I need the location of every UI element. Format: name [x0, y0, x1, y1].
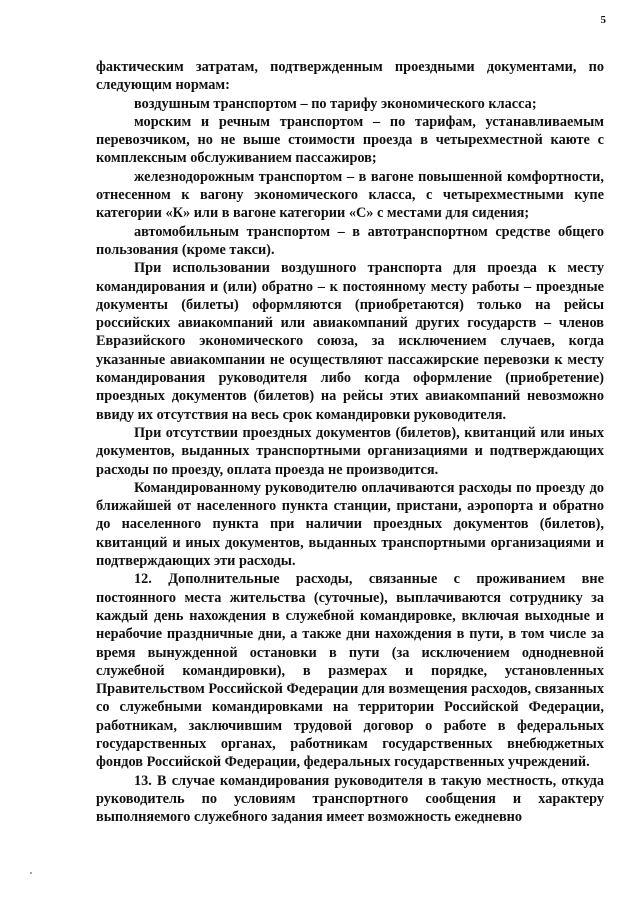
paragraph: фактическим затратам, подтвержденным проездными документами, по следующим нормам: [96, 59, 604, 94]
paragraph: 13. В случае командирования руководителя в такую местность, откуда руководитель по условиям транспортного сообщения и характеру выполняемого служебного задания имеет возможность ежедневно [96, 772, 604, 826]
page-number: 5 [600, 14, 606, 26]
paragraph: автомобильным транспортом – в автотранспортном средстве общего пользования (кроме такси). [96, 223, 604, 258]
paragraph: железнодорожным транспортом – в вагоне повышенной комфортности, отнесенном к вагону экономического класса, с четырехместными купе категории «К» или в вагоне категории «С» с местами для сидения; [96, 168, 604, 222]
paragraph: При отсутствии проездных документов (билетов), квитанций или иных документов, выданных транспортными организациями и подтверждающих расходы по проезду, оплата проезда не производится. [96, 424, 604, 478]
scan-speck [30, 872, 32, 874]
document-body [96, 58, 604, 826]
paragraph: морским и речным транспортом – по тарифам, устанавливаемым перевозчиком, но не выше стоимости проезда в четырехместной каюте с комплексным обслуживанием пассажиров; [96, 113, 604, 167]
paragraph: 12. Дополнительные расходы, связанные с проживанием вне постоянного места жительства (суточные), выплачиваются сотруднику за каждый день нахождения в служебной командировке, включая выходные и нерабочие праздничные дни, а также дни нахождения в пути, в том числе за время вынужденной остановки в пути (за исключением однодневной служебной командировки), в размерах и порядке, установленных Правительством Российской Федерации для возмещения расходов, связанных со служебными командировками на территории Российской Федерации, работникам, заключившим трудовой договор о работе в федеральных государственных органах, работникам государственных внебюджетных фондов Российской Федерации, федеральных государственных учреждений. [96, 571, 604, 771]
paragraph: При использовании воздушного транспорта для проезда к месту командирования и (или) обратно – к постоянному месту работы – проездные документы (билеты) оформляются (приобретаются) только на рейсы российских авиакомпаний или авиакомпаний других государств – членов Евразийского экономического союза, за исключением случаев, когда указанные авиакомпании не осуществляют пассажирские перевозки к месту командирования руководителя либо когда оформление (приобретение) проездных документов (билетов) на рейсы этих авиакомпаний невозможно ввиду их отсутствия на весь срок командировки руководителя. [96, 260, 604, 423]
paragraph: Командированному руководителю оплачиваются расходы по проезду до ближайшей от населенного пункта станции, пристани, аэропорта и обратно до населенного пункта при наличии проездных документов (билетов), квитанций и иных документов, выданных транспортными организациями и подтверждающих эти расходы. [96, 479, 604, 570]
paragraph: воздушным транспортом – по тарифу экономического класса; [134, 95, 537, 112]
